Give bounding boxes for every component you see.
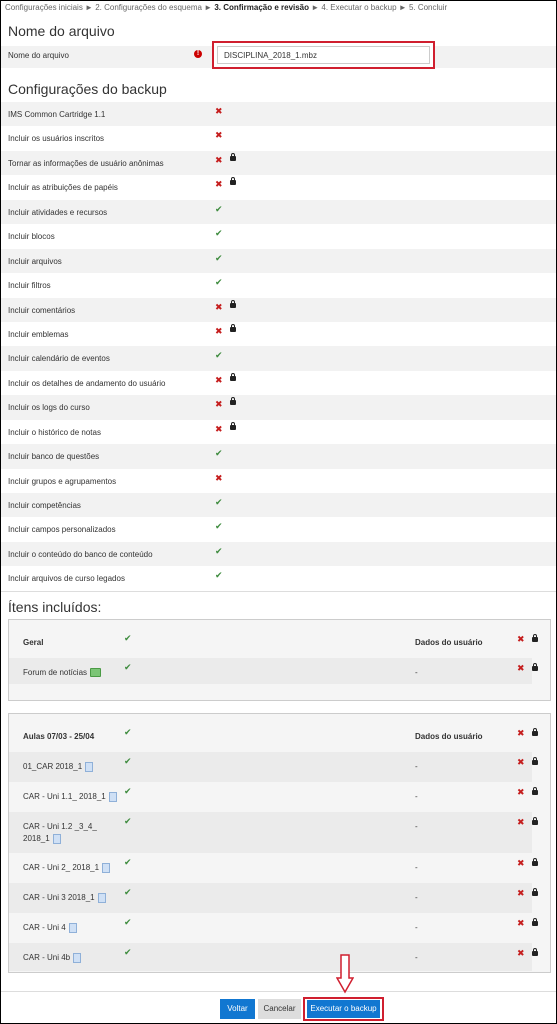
setting-row <box>1 542 556 566</box>
setting-label: Incluir os detalhes de andamento do usuário <box>8 378 166 388</box>
setting-label: Incluir o histórico de notas <box>8 427 101 437</box>
check-icon: ✔ <box>124 662 132 672</box>
file-name-highlight <box>212 41 435 69</box>
breadcrumb-step-3-current: 3. Confirmação e revisão <box>214 3 310 12</box>
lock-icon <box>532 891 538 896</box>
included-item-row <box>9 883 532 913</box>
check-icon: ✔ <box>124 633 132 643</box>
included-item-name: CAR - Uni 4b <box>23 952 81 964</box>
user-data-value: - <box>415 953 418 962</box>
setting-label: Incluir comentários <box>8 305 76 315</box>
lock-icon <box>532 731 538 736</box>
lock-icon <box>230 180 236 185</box>
cross-icon: ✖ <box>517 817 525 827</box>
cross-icon: ✖ <box>215 130 223 141</box>
check-icon: ✔ <box>215 521 223 532</box>
file-icon <box>53 834 61 844</box>
breadcrumb-step-1: Configurações iniciais ► <box>5 3 93 12</box>
setting-row <box>1 493 556 517</box>
backup-settings-list <box>1 102 556 591</box>
file-icon <box>109 792 117 802</box>
settings-section-title: Configurações do backup <box>8 81 167 97</box>
cross-icon: ✖ <box>517 728 525 738</box>
divider <box>1 991 556 992</box>
file-name-input[interactable] <box>217 46 430 64</box>
file-icon <box>98 893 106 903</box>
lock-icon <box>230 327 236 332</box>
setting-row <box>1 224 556 248</box>
check-icon: ✔ <box>124 727 132 737</box>
group-title: Aulas 07/03 - 25/04 <box>23 732 95 741</box>
setting-label: Incluir os logs do curso <box>8 403 90 413</box>
cross-icon: ✖ <box>517 918 525 928</box>
setting-row <box>1 371 556 395</box>
cross-icon: ✖ <box>215 301 223 312</box>
setting-row <box>1 444 556 468</box>
setting-row <box>1 273 556 297</box>
setting-row <box>1 249 556 273</box>
lock-icon <box>230 400 236 405</box>
cancel-button[interactable]: Cancelar <box>258 999 301 1019</box>
user-data-value: - <box>415 822 418 831</box>
included-item-row <box>9 853 532 883</box>
setting-label: Incluir filtros <box>8 281 51 291</box>
group-header-row <box>9 620 532 658</box>
included-item-name: CAR - Uni 1.1_ 2018_1 <box>23 791 117 803</box>
included-item-row <box>9 752 532 782</box>
lock-icon <box>532 921 538 926</box>
included-group-aulas <box>8 713 551 973</box>
setting-row <box>1 126 556 150</box>
included-group-geral <box>8 619 551 701</box>
cross-icon: ✖ <box>215 399 223 410</box>
included-item-name: CAR - Uni 2_ 2018_1 <box>23 862 110 874</box>
setting-row <box>1 420 556 444</box>
check-icon: ✔ <box>124 816 132 826</box>
check-icon: ✔ <box>215 545 223 556</box>
execute-button-highlight <box>303 997 384 1021</box>
included-item-name: Forum de notícias <box>23 667 101 679</box>
cross-icon: ✖ <box>215 472 223 483</box>
group-header-row <box>9 714 532 752</box>
check-icon: ✔ <box>124 857 132 867</box>
setting-label: Incluir emblemas <box>8 329 69 339</box>
included-item-name: 01_CAR 2018_1 <box>23 761 93 773</box>
setting-row <box>1 175 556 199</box>
cross-icon: ✖ <box>517 663 525 673</box>
setting-row <box>1 200 556 224</box>
execute-backup-button[interactable]: Executar o backup <box>307 1000 380 1018</box>
cross-icon: ✖ <box>517 948 525 958</box>
setting-label: Incluir atividades e recursos <box>8 207 108 217</box>
included-item-row <box>9 782 532 812</box>
arrow-down-icon <box>336 954 354 994</box>
setting-label: Incluir blocos <box>8 232 55 242</box>
setting-label: Incluir as atribuições de papéis <box>8 183 118 193</box>
check-icon: ✔ <box>215 252 223 263</box>
included-item-name: CAR - Uni 3 2018_1 <box>23 892 106 904</box>
cross-icon: ✖ <box>215 423 223 434</box>
cross-icon: ✖ <box>215 106 223 116</box>
setting-label: Incluir o conteúdo do banco de conteúdo <box>8 549 153 559</box>
cross-icon: ✖ <box>517 858 525 868</box>
setting-label: Incluir banco de questões <box>8 452 100 462</box>
setting-row <box>1 151 556 175</box>
breadcrumb <box>1 1 556 16</box>
cross-icon: ✖ <box>517 787 525 797</box>
user-data-value: - <box>415 668 418 677</box>
lock-icon <box>532 790 538 795</box>
check-icon: ✔ <box>215 350 223 361</box>
included-item-name: CAR - Uni 4 <box>23 922 77 934</box>
setting-row <box>1 469 556 493</box>
file-icon <box>73 953 81 963</box>
lock-icon <box>230 303 236 308</box>
setting-row <box>1 102 556 126</box>
setting-row <box>1 395 556 419</box>
lock-icon <box>532 861 538 866</box>
check-icon: ✔ <box>215 228 223 239</box>
check-icon: ✔ <box>124 917 132 927</box>
button-bar <box>1 997 556 1023</box>
lock-icon <box>532 666 538 671</box>
check-icon: ✔ <box>215 570 223 581</box>
setting-label: Incluir arquivos de curso legados <box>8 574 125 584</box>
setting-label: Incluir os usuários inscritos <box>8 134 105 144</box>
lock-icon <box>230 425 236 430</box>
included-item-row <box>9 943 532 971</box>
cross-icon: ✖ <box>215 154 223 165</box>
check-icon: ✔ <box>215 277 223 288</box>
setting-label: Incluir grupos e agrupamentos <box>8 476 117 486</box>
file-icon <box>85 762 93 772</box>
user-data-label: Dados do usuário <box>415 732 483 741</box>
setting-row <box>1 298 556 322</box>
user-data-value: - <box>415 863 418 872</box>
breadcrumb-step-4: ► 4. Executar o backup ► <box>311 3 407 12</box>
user-data-value: - <box>415 893 418 902</box>
included-item-name: CAR - Uni 1.2 _3_4_ 2018_1 <box>23 822 97 843</box>
lock-icon <box>532 820 538 825</box>
cross-icon: ✖ <box>517 888 525 898</box>
lock-icon <box>532 760 538 765</box>
forum-icon <box>90 668 101 677</box>
setting-label: IMS Common Cartridge 1.1 <box>8 110 106 119</box>
setting-label: Tornar as informações de usuário anônimas <box>8 158 164 168</box>
setting-row <box>1 322 556 346</box>
check-icon: ✔ <box>124 887 132 897</box>
setting-row <box>1 517 556 541</box>
cross-icon: ✖ <box>517 634 525 644</box>
cross-icon: ✖ <box>215 374 223 385</box>
breadcrumb-step-2: 2. Configurações do esquema ► <box>95 3 213 12</box>
check-icon: ✔ <box>215 448 223 459</box>
setting-label: Incluir competências <box>8 501 81 510</box>
file-section-title: Nome do arquivo <box>8 23 115 39</box>
cross-icon: ✖ <box>215 179 223 190</box>
breadcrumb-step-5: 5. Concluir <box>408 3 448 12</box>
required-icon: ! <box>194 50 202 58</box>
included-item-row <box>9 913 532 943</box>
included-item-row <box>9 658 532 684</box>
check-icon: ✔ <box>124 786 132 796</box>
lock-icon <box>230 376 236 381</box>
divider <box>1 591 556 592</box>
lock-icon <box>532 951 538 956</box>
setting-label: Incluir arquivos <box>8 256 62 266</box>
user-data-label: Dados do usuário <box>415 638 483 647</box>
cross-icon: ✖ <box>215 325 223 336</box>
included-item-row <box>9 812 532 853</box>
check-icon: ✔ <box>215 497 223 507</box>
setting-label: Incluir calendário de eventos <box>8 354 110 364</box>
user-data-value: - <box>415 762 418 771</box>
group-title: Geral <box>23 638 44 647</box>
file-icon <box>69 923 77 933</box>
setting-row <box>1 346 556 370</box>
lock-icon <box>532 637 538 642</box>
back-button[interactable]: Voltar <box>220 999 255 1019</box>
file-name-label: Nome do arquivo <box>8 51 69 60</box>
user-data-value: - <box>415 792 418 801</box>
setting-label: Incluir campos personalizados <box>8 525 116 535</box>
user-data-value: - <box>415 923 418 932</box>
check-icon: ✔ <box>124 947 132 957</box>
lock-icon <box>230 156 236 161</box>
setting-row <box>1 566 556 590</box>
check-icon: ✔ <box>215 203 223 214</box>
check-icon: ✔ <box>124 756 132 766</box>
included-items-title: Ítens incluídos: <box>8 599 102 615</box>
cross-icon: ✖ <box>517 757 525 767</box>
file-icon <box>102 863 110 873</box>
